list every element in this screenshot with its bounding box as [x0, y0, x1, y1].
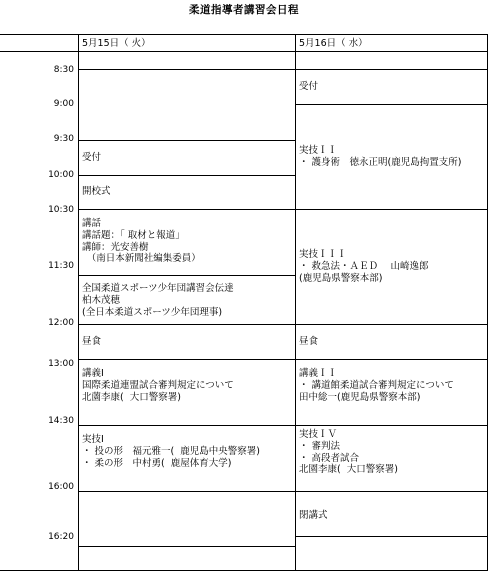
- day1-sports-youth: 全国柔道スポーツ少年団講習会伝達 柏木茂穂 (全日本柔道スポーツ少年団理事): [82, 283, 234, 318]
- day2-row-line: [295, 536, 488, 537]
- day1-row-line: [78, 140, 296, 141]
- day1-row-line: [78, 324, 296, 325]
- day2-header: 5月16日（ 水）: [299, 38, 368, 49]
- time-label: 16:20: [48, 532, 74, 542]
- day1-row-line: [78, 359, 296, 360]
- table-bottom-border: [0, 570, 488, 571]
- time-label: 12:00: [48, 318, 74, 328]
- time-label: 10:30: [48, 205, 74, 215]
- time-label: 8:30: [53, 65, 74, 75]
- day2-row-line: [295, 359, 488, 360]
- day2-row-line: [295, 209, 488, 210]
- time-label: 16:00: [48, 482, 74, 492]
- day2-closing-ceremony: 閉講式: [299, 510, 328, 521]
- day1-practice1: 実技I ・ 投の形 福元雅一( 鹿児島中央警察署) ・ 柔の形 中村勇( 鹿屋体育大学): [82, 434, 260, 469]
- time-label: 11:30: [48, 261, 74, 271]
- time-label: 9:00: [53, 99, 74, 109]
- day2-lecture2: 講義ＩＩ ・ 講道館柔道試合審判規定について 田中総一(鹿児島県警察本部): [299, 368, 454, 403]
- day1-row-line: [78, 209, 296, 210]
- day1-lecture1: 講義I 国際柔道連盟試合審判規定について 北薗李康( 大口警察署): [82, 368, 234, 403]
- day1-row-line: [78, 491, 296, 492]
- day2-row-line: [295, 324, 488, 325]
- time-label: 10:00: [48, 170, 74, 180]
- time-label: 13:00: [48, 359, 74, 369]
- day1-header: 5月15日（ 火）: [82, 38, 151, 49]
- day2-practice4: 実技ＩＶ ・ 審判法 ・ 高段者試合 北園李康( 大口警察署): [299, 429, 398, 476]
- table-top-border: [0, 34, 488, 35]
- day2-practice3: 実技ＩＩＩ ・ 救急法・ＡＥＤ 山崎逸郎 (鹿児島県警察本部): [299, 249, 429, 284]
- day1-opening-ceremony: 開校式: [82, 186, 111, 197]
- day1-row-line: [78, 546, 296, 547]
- day2-reception: 受付: [299, 81, 319, 92]
- day2-lunch: 昼食: [299, 336, 319, 347]
- day2-row-line: [295, 425, 488, 426]
- day2-row-line: [295, 69, 488, 70]
- day1-row-line: [78, 69, 296, 70]
- header-bottom-border: [0, 51, 488, 52]
- day1-reception: 受付: [82, 152, 102, 163]
- time-label: 9:30: [53, 134, 74, 144]
- time-label: 14:30: [48, 416, 74, 426]
- day1-lunch: 昼食: [82, 336, 102, 347]
- day1-row-line: [78, 425, 296, 426]
- page-title: 柔道指導者講習会日程: [189, 4, 299, 16]
- day2-practice2: 実技ＩＩ ・ 護身術 徳永正明(鹿児島拘置支所): [299, 145, 462, 168]
- day1-row-line: [78, 175, 296, 176]
- day1-row-line: [78, 275, 296, 276]
- day2-row-line: [295, 491, 488, 492]
- day2-row-line: [295, 104, 488, 105]
- day1-lecture-talk: 講話 講話題：「 取材と報道」 講師：光安善樹 （南日本新聞社編集委員）: [82, 218, 201, 265]
